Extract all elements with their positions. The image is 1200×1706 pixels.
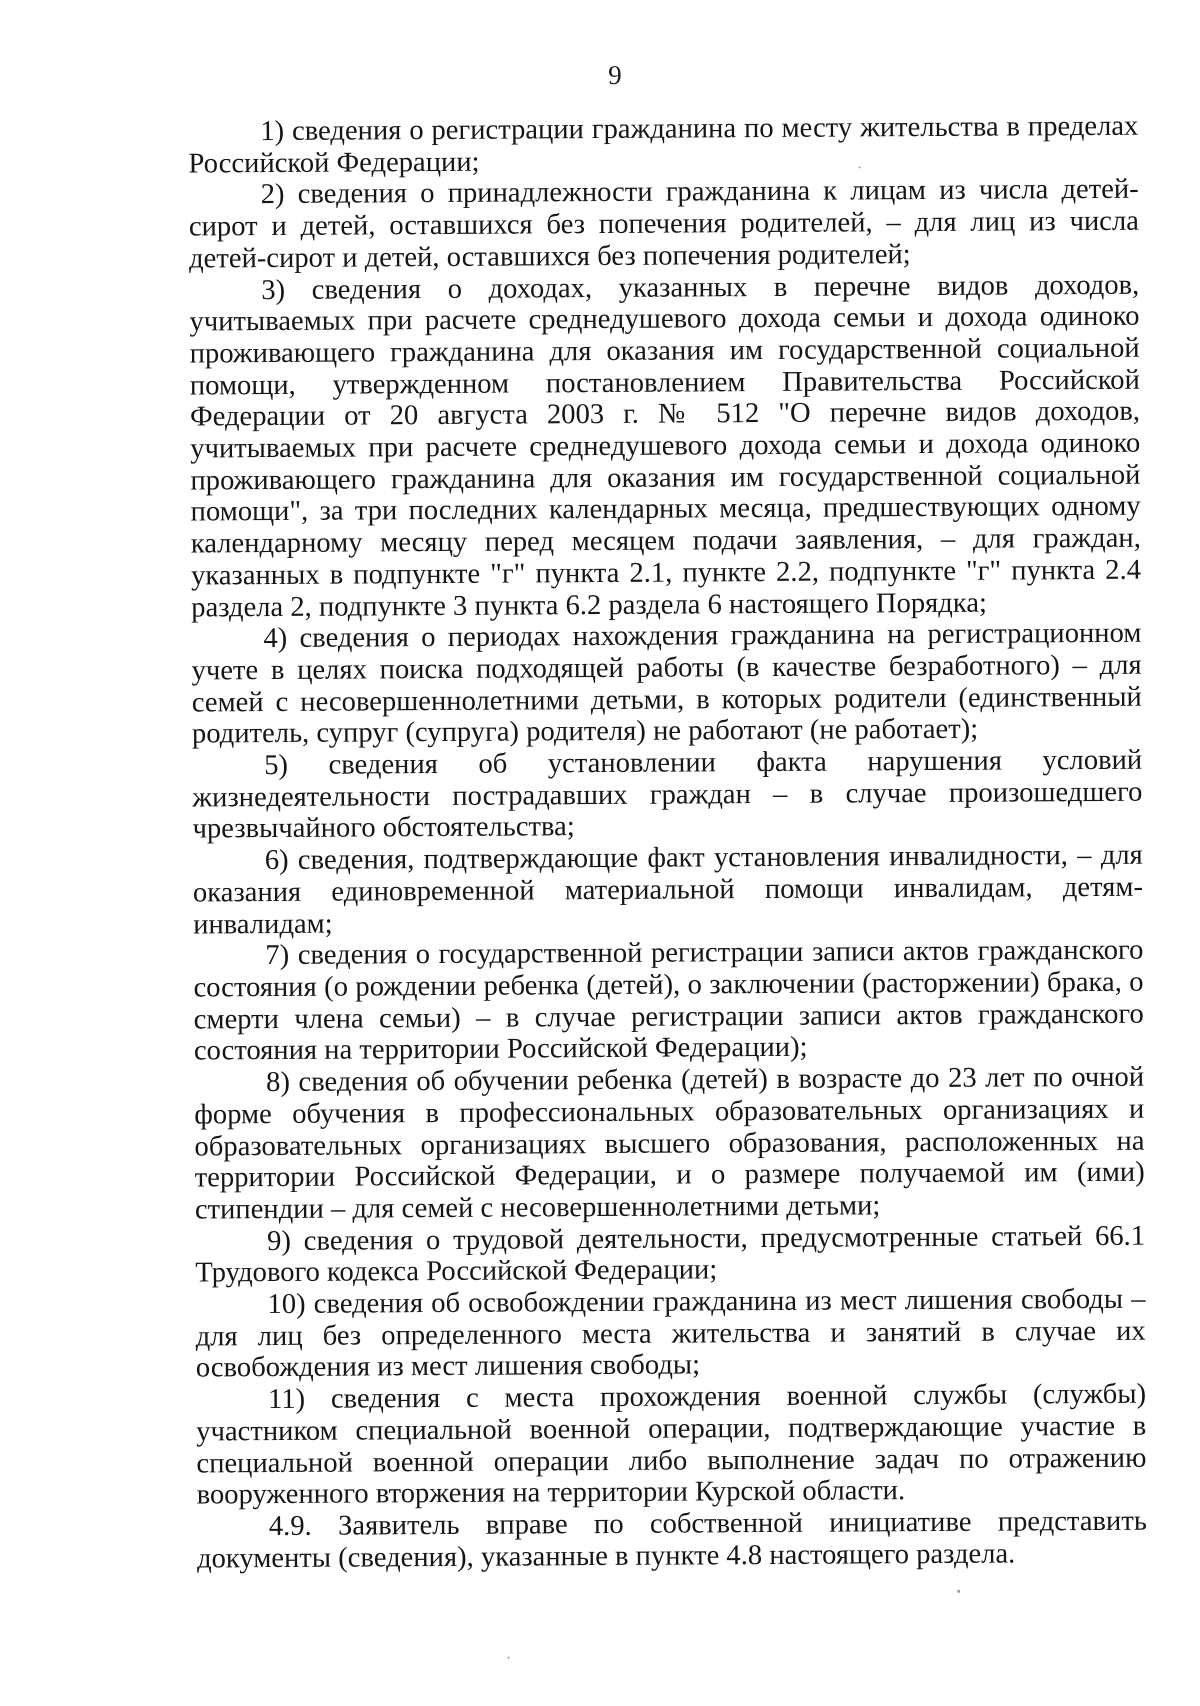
scan-speck [957, 1590, 960, 1593]
scan-speck [508, 1657, 510, 1659]
paragraph-item-6: 6) сведения, подтверждающие факт установления инвалидности, – для оказания единовременной материальной помощи инвалидам, детям-инвалидам; [192, 839, 1144, 941]
paragraph-item-11: 11) сведения с места прохождения военной службы (службы) участником специальной военной операции, подтверждающие участие в специальной военной операции либо выполнение задач по отражению вооруженного вторжения на территории Курской области. [196, 1378, 1147, 1511]
paragraph-item-1: 1) сведения о регистрации гражданина по месту жительства в пределах Российской Федерации; [188, 110, 1139, 180]
scan-speck [859, 166, 861, 168]
paragraph-item-7: 7) сведения о государственной регистрации записи актов гражданского состояния (о рождении ребенка (детей), о заключении (расторжении) брака, о смерти члена семьи) – в случае регистрации записи актов гражданского состояния на территории Российской Федерации); [193, 934, 1144, 1067]
paragraph-item-8: 8) сведения об обучении ребенка (детей) в возрасте до 23 лет по очной форме обучения в профессиональных образовательных организациях и образовательных организациях высшего образования, расположенных на территории Российской Федерации, и о размере получаемой им (ими) стипендии – для семей с несовершеннолетними детьми; [194, 1061, 1145, 1226]
paragraph-section-4-9: 4.9. Заявитель вправе по собственной инициативе представить документы (сведения), указанные в пункте 4.8 настоящего раздела. [196, 1505, 1147, 1575]
paragraph-item-3: 3) сведения о доходах, указанных в перечне видов доходов, учитываемых при расчете среднедушевого дохода семьи и дохода одиноко проживающего гражданина для оказания им государственной социальной помощи, утвержденном постановлением Правительства Российской Федерации от 20 августа 2003 г. № 512 "О перечне видов доходов, учитываемых при расчете среднедушевого дохода семьи и дохода одиноко проживающего гражданина для оказания им государственной социальной помощи", за три последних календарных месяца, предшествующих одному календарному месяцу перед месяцем подачи заявления, – для граждан, указанных в подпункте "г" пункта 2.1, пункте 2.2, подпункте "г" пункта 2.4 раздела 2, подпункте 3 пункта 6.2 раздела 6 настоящего Порядка; [189, 269, 1142, 624]
paragraph-item-4: 4) сведения о периодах нахождения гражданина на регистрационном учете в целях поиска подходящей работы (в качестве безработного) – для семей с несовершеннолетними детьми, в которых родители (единственный родитель, супруг (супруга) родителя) не работают (не работает); [191, 617, 1142, 750]
paragraph-item-10: 10) сведения об освобождении гражданина из мест лишения свободы – для лиц без определенного места жительства и занятий в случае их освобождения из мест лишения свободы; [195, 1283, 1146, 1384]
paragraph-item-5: 5) сведения об установлении факта нарушения условий жизнедеятельности пострадавших граждан – в случае произошедшего чрезвычайного обстоятельства; [192, 744, 1143, 845]
paragraph-item-9: 9) сведения о трудовой деятельности, предусмотренные статьей 66.1 Трудового кодекса Российской Федерации; [195, 1220, 1146, 1289]
page-number: 9 [608, 59, 622, 90]
paragraph-item-2: 2) сведения о принадлежности гражданина к лицам из числа детей-сирот и детей, оставшихся без попечения родителей, – для лиц из числа детей-сирот и детей, оставшихся без попечения родителей; [188, 174, 1139, 275]
document-body [188, 111, 1147, 1575]
